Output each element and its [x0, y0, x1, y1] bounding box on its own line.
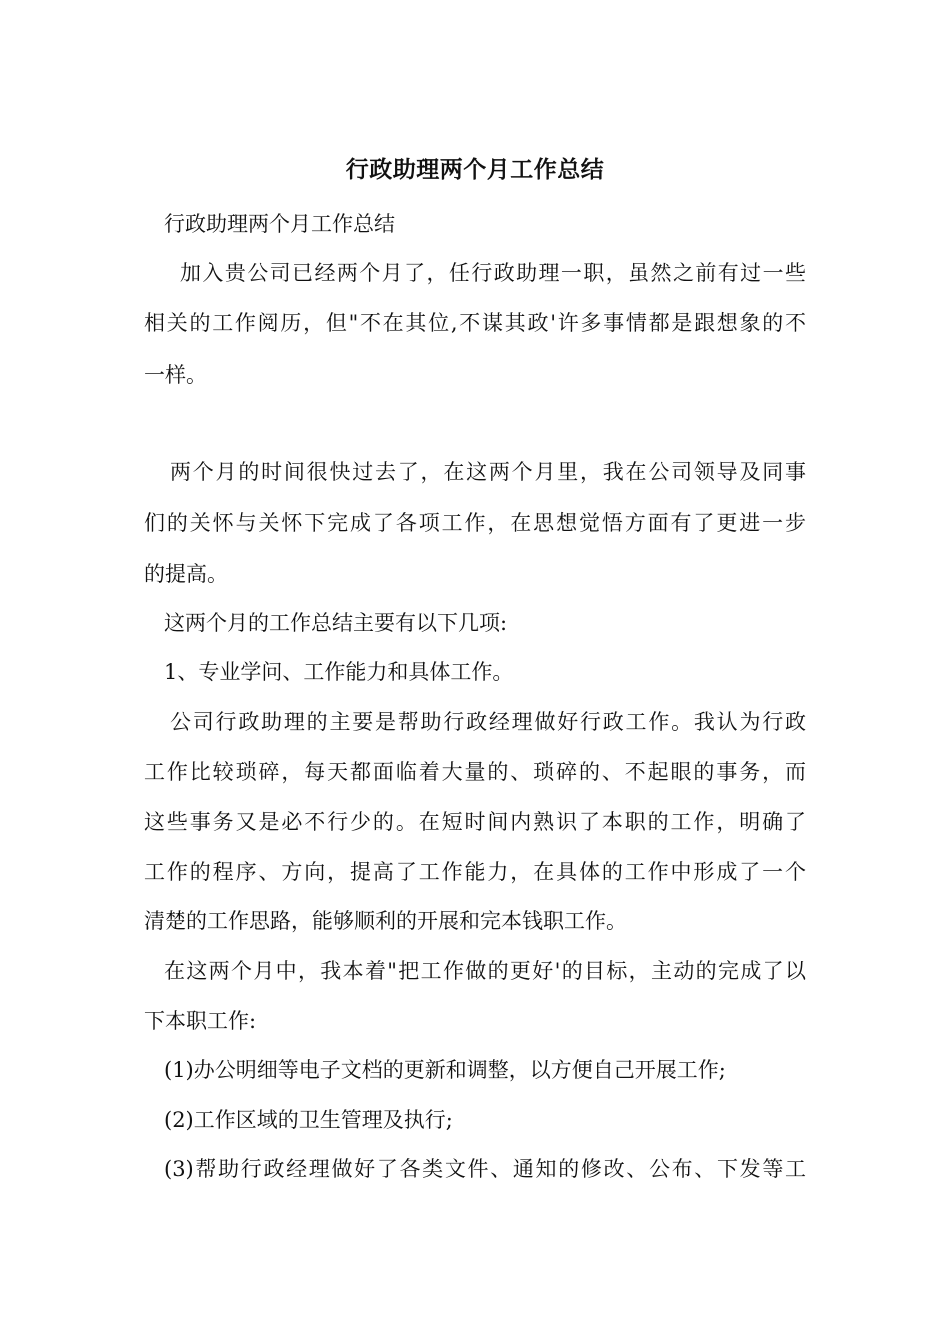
paragraph-line: 相关的工作阅历，但"不在其位,不谋其政'许多事情都是跟想象的不 [144, 311, 806, 335]
paragraph-line: 工作的程序、方向，提高了工作能力，在具体的工作中形成了一个 [144, 860, 806, 884]
paragraph-line: 的提高。 [144, 562, 228, 586]
paragraph-line: 这些事务又是必不行少的。在短时间内熟识了本职的工作，明确了 [144, 810, 806, 834]
paragraph-line: 在这两个月中，我本着"把工作做的更好'的目标，主动的完成了以 [164, 959, 806, 983]
paragraph-line: 公司行政助理的主要是帮助行政经理做好行政工作。我认为行政 [170, 710, 806, 734]
paragraph-line: 清楚的工作思路，能够顺利的开展和完本钱职工作。 [144, 909, 627, 933]
paragraph-line: 们的关怀与关怀下完成了各项工作，在思想觉悟方面有了更进一步 [144, 511, 806, 535]
paragraph-line: 这两个月的工作总结主要有以下几项: [164, 611, 508, 635]
paragraph-line: 两个月的时间很快过去了，在这两个月里，我在公司领导及同事 [170, 460, 806, 484]
list-item: (1)办公明细等电子文档的更新和调整，以方便自己开展工作; [164, 1058, 726, 1082]
list-item: (3)帮助行政经理做好了各类文件、通知的修改、公布、下发等工 [164, 1157, 806, 1181]
list-item: (2)工作区域的卫生管理及执行; [164, 1108, 453, 1132]
document-title: 行政助理两个月工作总结 [345, 156, 605, 183]
list-heading: 1、专业学问、工作能力和具体工作。 [164, 660, 514, 684]
paragraph-line: 下本职工作: [144, 1009, 257, 1033]
paragraph-line: 工作比较琐碎，每天都面临着大量的、琐碎的、不起眼的事务，而 [144, 760, 806, 784]
paragraph-line: 加入贵公司已经两个月了，任行政助理一职，虽然之前有过一些 [180, 261, 806, 285]
subtitle-line: 行政助理两个月工作总结 [164, 212, 395, 236]
paragraph-line: 一样。 [144, 363, 207, 387]
